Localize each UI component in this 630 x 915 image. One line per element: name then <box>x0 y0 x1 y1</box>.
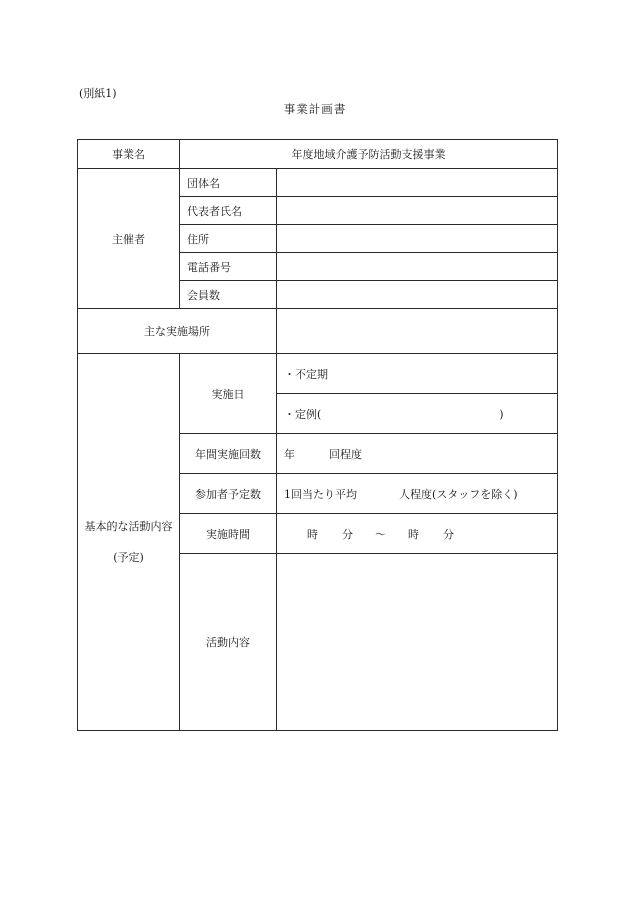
time-hour-1: 時 <box>307 527 318 541</box>
organizer-row <box>78 169 558 197</box>
representative-name-field[interactable] <box>277 197 558 225</box>
participants-label: 参加者予定数 <box>180 474 277 514</box>
appendix-label: (別紙1) <box>79 87 117 100</box>
regular-option-suffix: ) <box>499 407 504 421</box>
participants-suffix: 人程度(スタッフを除く) <box>399 487 518 501</box>
address-field[interactable] <box>277 225 558 253</box>
project-name-value: 年度地域介護予防活動支援事業 <box>180 140 558 169</box>
document-title: 事業計画書 <box>283 102 347 116</box>
annual-count-year: 年 <box>284 447 295 461</box>
organizer-field-label: 住所 <box>180 225 277 253</box>
project-name-label: 事業名 <box>78 140 180 169</box>
participants-value[interactable] <box>277 474 558 514</box>
member-count-field[interactable] <box>277 281 558 309</box>
regular-option[interactable] <box>277 394 558 434</box>
organizer-label: 主催者 <box>78 169 180 309</box>
time-hour-2: 時 <box>408 527 419 541</box>
implementation-day-row <box>78 354 558 394</box>
time-minute-1: 分 <box>342 527 353 541</box>
participants-prefix: 1回当たり平均 <box>284 487 357 501</box>
phone-number-field[interactable] <box>277 253 558 281</box>
time-minute-2: 分 <box>443 527 454 541</box>
regular-option-prefix: ・定例( <box>284 407 322 421</box>
plan-table <box>77 139 558 731</box>
time-tilde: ～ <box>375 527 386 541</box>
annual-count-suffix: 回程度 <box>329 447 362 461</box>
venue-field[interactable] <box>277 309 558 354</box>
organization-name-field[interactable] <box>277 169 558 197</box>
activity-sublabel: (予定) <box>113 551 144 564</box>
annual-count-label: 年間実施回数 <box>180 434 277 474</box>
time-label: 実施時間 <box>180 514 277 554</box>
content-field[interactable] <box>277 554 558 731</box>
organizer-field-label: 代表者氏名 <box>180 197 277 225</box>
organizer-field-label: 会員数 <box>180 281 277 309</box>
content-label: 活動内容 <box>180 554 277 731</box>
irregular-option[interactable]: ・不定期 <box>277 354 558 394</box>
venue-label: 主な実施場所 <box>78 309 277 354</box>
activity-label-cell <box>78 354 180 731</box>
project-name-row <box>78 140 558 169</box>
venue-row <box>78 309 558 354</box>
implementation-day-label: 実施日 <box>180 354 277 434</box>
time-value[interactable] <box>277 514 558 554</box>
organizer-field-label: 団体名 <box>180 169 277 197</box>
annual-count-value[interactable] <box>277 434 558 474</box>
activity-label: 基本的な活動内容 <box>84 519 173 533</box>
organizer-field-label: 電話番号 <box>180 253 277 281</box>
